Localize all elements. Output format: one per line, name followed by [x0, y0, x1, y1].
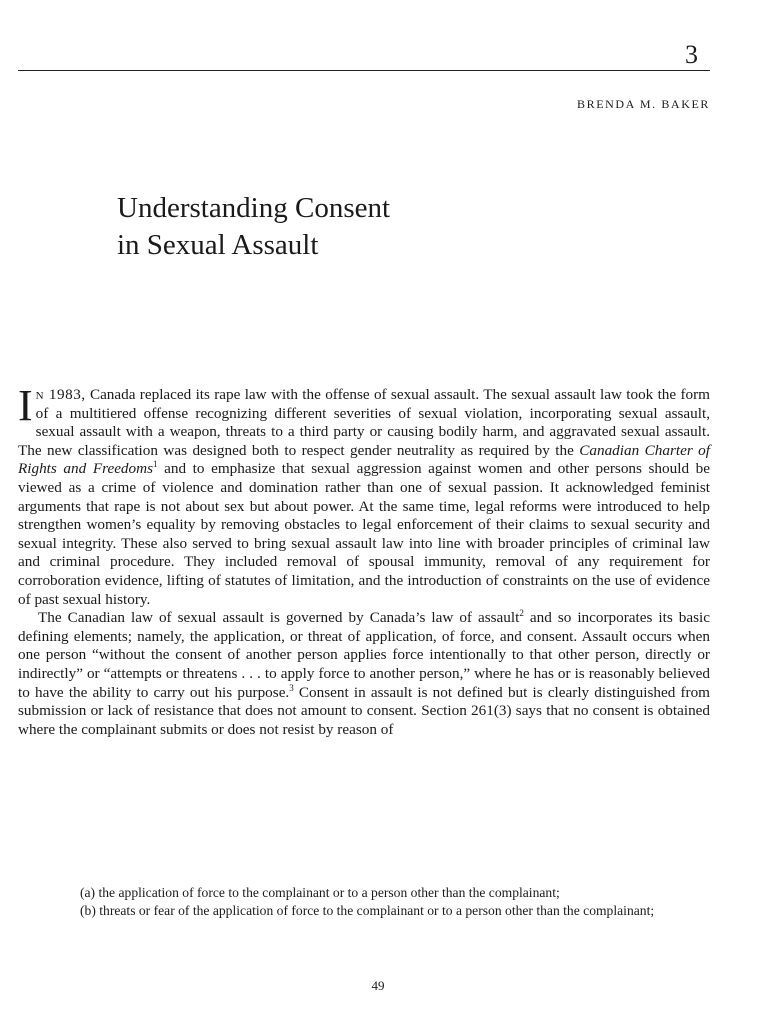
paragraph-1-text-b: and to emphasize that sexual aggression against women and other persons should be viewed as a crime of violence and domination rather than one of sexual passion. It acknowledged feminist arguments that rape is not about sex but about power. At the same time, legal reforms were introduced to help strengthen women’s equality by removing obstacles to legal enforcement of their claims to sexual security and sexual integrity. These also served to bring sexual assault law into line with broader principles of criminal law and criminal procedure. They included removal of spousal immunity, removal of any requirement for corroboration evidence, lifting of statutes of limitation, and the introduction of constraints on the use of evidence of past sexual history. — [18, 460, 710, 608]
charter-title-italic: Canadian Charter of Rights and Freedoms — [18, 441, 710, 478]
header-rule — [18, 70, 710, 71]
page-number: 49 — [371, 978, 385, 993]
list-item-a: (a) the application of force to the complainant or to a person other than the complainant; — [80, 885, 560, 900]
paragraph-2-text-a: The Canadian law of sexual assault is governed by Canada’s law of assault — [38, 609, 520, 627]
chapter-title-line-2: in Sexual Assault — [117, 229, 319, 261]
drop-cap: I — [18, 381, 33, 430]
paragraph-1 — [18, 381, 710, 609]
footnote-ref-2: 2 — [519, 608, 524, 619]
opening-small-caps: n 1983, — [35, 386, 86, 403]
author-name: BRENDA M. BAKER — [576, 97, 710, 111]
statute-list — [80, 884, 676, 919]
paragraph-1-text-a: Canada replaced its rape law with the offense of sexual assault. The sexual assault law took the form of a multitiered offense recognizing different severities of sexual violation, incorporating sexual assault, sexual assault with a weapon, threats to a third party or causing bodily harm, and aggravated sexual assault. The new classification was designed both to respect gender neutrality as required by the — [18, 386, 710, 459]
paragraph-2-text-c: Consent in assault is not defined but is clearly distinguished from submission or lack of resistance that does not amount to consent. Section 261(3) says that no consent is obtained where the complainant submits or does not resist by reason of — [18, 683, 710, 738]
paragraph-2-text-b: and so incorporates its basic defining elements; namely, the application, or threat of application, of force, and consent. Assault occurs when one person “without the consent of another person applies force intentionally to that other person, directly or indirectly” or “attempts or threatens . . . to apply force to another person,” where he has or is reasonably believed to have the ability to carry out his purpose. — [18, 609, 710, 701]
chapter-title — [117, 190, 390, 264]
paragraph-2 — [18, 609, 710, 739]
chapter-number: 3 — [685, 40, 698, 69]
list-item-b: (b) threats or fear of the application of force to the complainant or to a person other than the complainant; — [80, 902, 655, 918]
chapter-title-line-1: Understanding Consent — [117, 192, 391, 224]
footnote-ref-1: 1 — [153, 459, 158, 470]
body-text — [18, 381, 710, 739]
footnote-ref-3: 3 — [289, 682, 294, 693]
